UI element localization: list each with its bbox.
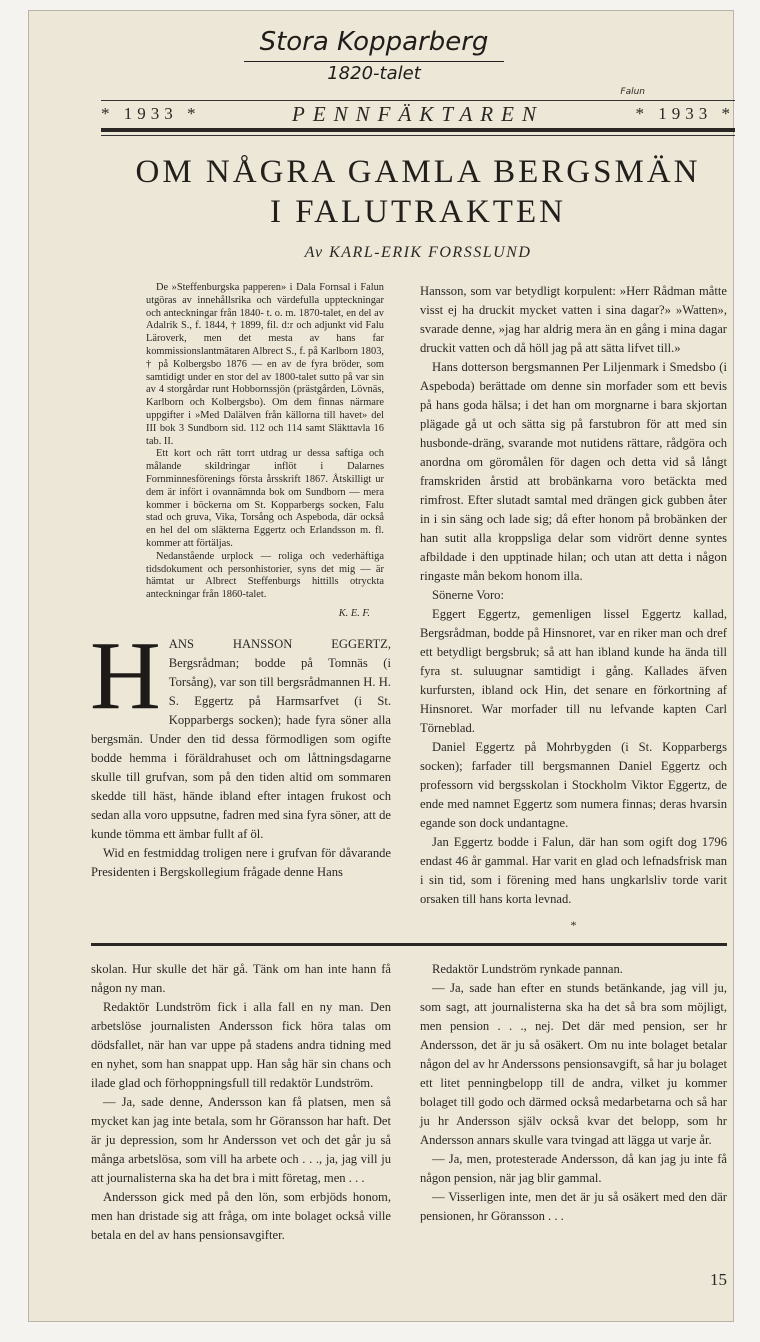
intro-paragraph: De »Steffenburgska papperen» i Dala Fornsal i Falun utgöras av innehållsrika och värdefulla uppteckningar och anteckningar från 1840- t. o. m. 1870-talet, en del av Adalrik S., f. 1844, † 1899, fil. d:r och adjunkt vid Falu Läroverk, men det mesta av hans far kommissionslantmätaren Albrect S., f. på Karlborn 1803, † på Kolbergsbo 1876 — en av de fyra bröder, som samtidigt under en stor del av 1800-talet sutto på var sin av 4 storgårdar runt Hobbornssjön (prästgården, Lövnäs, Karlborn och Kolbergsbo). Om dem finnas närmare uppgifter i »Med Dalälven från källorna till havet» del III bok 3 Sundborn sid. 112 och 114 samt Släkttavla 16 tab. II. — [146, 282, 384, 447]
masthead-rule-thick — [101, 128, 735, 132]
body-paragraph: Hansson, som var betydligt korpulent: »Herr Rådman måtte visst ej ha druckit mycket vatten i sina dagar?» »Watten», svarade denne, »jag har aldrig mera än en gång i mina dagar druckit vatten och då höll jag på att sätta lifvet till.» — [420, 284, 727, 355]
body-paragraph: Redaktör Lundström fick i alla fall en ny man. Den arbetslöse journalisten Andersson fick höra talas om dödsfallet, när han var uppe på stadens andra tidning med en nyhet, som han snappat upp. Han såg här sin chans och ilade glad och förhoppningsfull till redaktör Lundström. — [91, 1000, 391, 1090]
article-right-column — [420, 282, 727, 933]
body-paragraph: Daniel Eggertz på Mohrbygden (i St. Kopparbergs socken); farfader till bergsmannen Daniel Eggertz och professorn vid bergsskolan i Stockholm Viktor Eggertz, de ende med namnet Eggertz som numera finnas; deras hvarsin egande son dock undantagne. — [420, 740, 727, 830]
handwritten-place: Falun — [620, 87, 645, 97]
body-paragraph: Redaktör Lundström rynkade pannan. — [432, 962, 623, 976]
body-paragraph: — Ja, sade denne, Andersson kan få platsen, men så mycket kan jag inte betala, som hr Göransson har haft. Det är ju depression, som hr Andersson vet och det går ju så många arbetslösa, som vill ha arbete och . . ., ja, jag vill ju att journalisterna ska ha det bra i mitt företag, men . . . — [91, 1095, 391, 1185]
body-paragraph: Andersson gick med på den lön, som erbjöds honom, men han dristade sig att fråga, om inte bolaget också ville betala en del av hans pensionsavgifter. — [91, 1190, 391, 1242]
article-left-column — [90, 621, 391, 882]
body-paragraph: Sönerne Voro: — [432, 588, 504, 602]
body-paragraph: — Visserligen inte, men det är ju så osäkert med den där pensionen, hr Göransson . . . — [420, 1190, 727, 1223]
page-content — [90, 25, 735, 1291]
body-paragraph: Jan Eggertz bodde i Falun, där han som ogift dog 1796 endast 46 år gammal. Har varit en glad och lefnadsfrisk man i sin tid, som i förening med hans ungkarlsliv torde varit orsaken till hans korta levnad. — [420, 835, 727, 906]
section-divider — [91, 943, 727, 946]
body-paragraph: ANS HANSSON EGGERTZ, Bergsrådman; bodde på Tomnäs (i Torsång), var son till bergsrådmannen H. H. S. Eggertz på Harmsarfvet (i St. Kopparbergs socken); hade fyra söner alla bergsmän. Under den tid dessa förmodligen som ogifte bodde hemma i föräldrahuset och om låttningsdagarne skulle till grufvan, som på den tiden altid om sommaren skedde till häst, hände ibland efter intagen frukost och sedan alla voro uppsutne, fadren med sina fyra söner, att de kunde tömma ett ämbar fullt af öl. — [91, 636, 391, 841]
story-right-column — [420, 960, 727, 1226]
body-paragraph: Wid en festmiddag troligen nere i grufvan för dåvarande Presidenten i Bergskollegium frågade denne Hans — [91, 845, 391, 879]
article-columns — [91, 282, 727, 933]
masthead-year-right: * 1933 * — [635, 104, 735, 123]
intro-signature: K. E. F. — [338, 607, 370, 619]
body-paragraph: Eggert Eggertz, gemenligen lissel Eggertz kallad, Bergsrådman, bodde på Hinsnoret, var en riker man och dref ett betydligt bergsbruk; så att han ibland kunde ha ända till fyra st. suluugnar samtidigt i gång. Kallades äfven kurfursten, ibland ock Hin, det senare en förkortning af Hinsnoret. War morfader till nu lefvande kapten Carl Törneblad. — [420, 607, 727, 735]
article-byline: Av KARL-ERIK FORSSLUND — [304, 244, 532, 261]
annotation-row — [101, 86, 735, 100]
article-title-line-2: I FALUTRAKTEN — [270, 194, 566, 230]
masthead-year-left: * 1933 * — [101, 104, 201, 123]
page-number: 15 — [710, 1270, 727, 1289]
drop-cap: H — [90, 621, 161, 730]
body-paragraph: skolan. Hur skulle det här gå. Tänk om han inte hann få någon ny man. — [91, 962, 391, 995]
intro-paragraph: Ett kort och rätt torrt utdrag ur dessa saftiga och målande skildringar inflöt i Dalarnes Fornminnesförenings första årsskrift 1867. Åtskilligt ur dem är infört i ovannämnda bok om Sundborn — mera kommer i böckerna om St. Kopparbergs socken, Falu stad och gruva, Vika, Torsång och Aspeboda, där också en hel del om släkterna Eggertz och Erlandsson m. fl. kommer att förtäljas. — [146, 448, 384, 549]
article-title-line-1: OM NÅGRA GAMLA BERGSMÄN — [135, 154, 701, 190]
body-paragraph: Hans dotterson bergsmannen Per Liljenmark i Smedsbo (i Aspeboda) berättade om denne sin morfader som ett bevis på hans goda hälsa; i det han om morgnarne i bara skjortan plägade gå ut och sätta sig på farstubron för att med sin husbonde-dräng, svarande mot nutidens rättare, rådgöra och anordna om göromålen för dagen och detta vid så långt framskriden årstid att brobänkarna voro betäckta med rimfrost. Efter slutadt samtal med drängen gick gubben åter in i sin säng och lade sig; då efter honom på brobänken der han sutit alla kroppsliga delar som vidrört denne syntes afbildade i den upptinade hilan; och utan att detta i någon ringaste mån bekom honom illa. — [420, 360, 727, 583]
masthead — [101, 101, 735, 127]
article-intro — [146, 282, 384, 621]
intro-paragraph: Nedanstående urplock — roliga och vederhäftiga tidsdokument och personhistorier, syns det mig — är hämtat ur Albrect Steffenburgs hittills otryckta anteckningar från 1860-talet. — [146, 550, 384, 601]
story-columns — [91, 960, 727, 1245]
page — [28, 10, 734, 1322]
body-paragraph: — Ja, sade han efter en stunds betänkande, jag vill ju, som sagt, att journalisterna ska ha det så bra som möjligt, men pension . . ., nej. Det där med pension, ser hr Andersson, det är ju så osäkert. Om nu inte bolaget betalar någon del av hr Anderssons pensionsavgift, så har ju bolaget ett litet penningbelopp till de andra, vilket ju kommer bolaget till godo och därmed också medarbetarna och så har ju hr Andersson själv också kvar det belopp, som hr Andersson annars skulle vara tvingad att lägga ut varje år. — [420, 981, 727, 1147]
body-paragraph: — Ja, men, protesterade Andersson, då kan jag ju inte få någon pension, när jag blir gammal. — [420, 1152, 727, 1185]
handwritten-title: Stora Kopparberg — [244, 25, 504, 62]
article-left-stack — [91, 282, 391, 882]
handwritten-period: 1820-talet — [327, 63, 421, 84]
section-separator: * — [570, 918, 577, 932]
story-left-column — [91, 960, 391, 1245]
masthead-magazine-name: PENNFÄKTAREN — [292, 101, 544, 126]
masthead-rule-bottom — [101, 135, 735, 136]
